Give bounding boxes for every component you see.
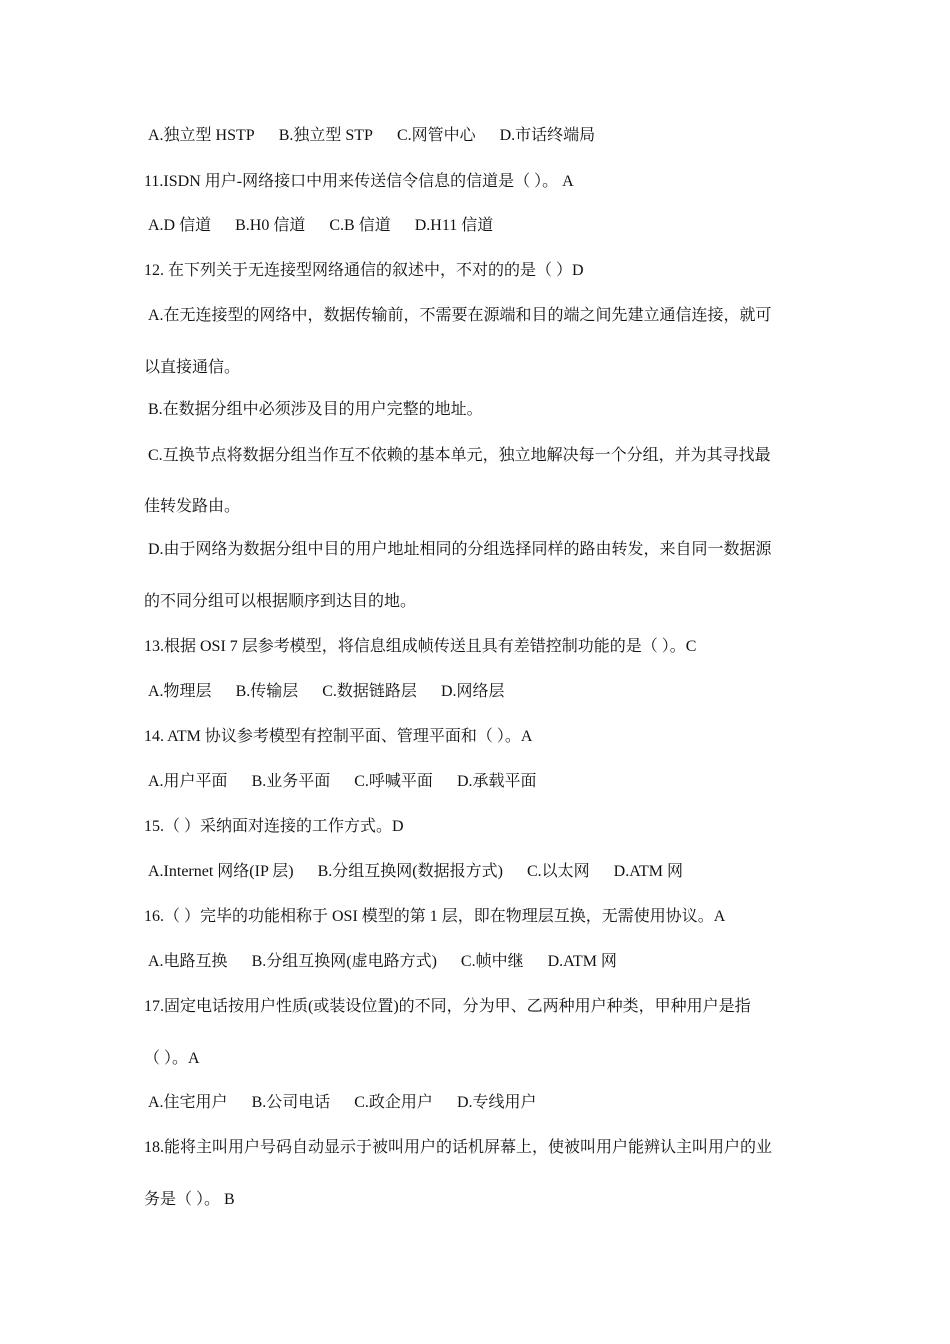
question-continuation: （ ）。A bbox=[144, 1050, 200, 1067]
option-d: D.ATM 网 bbox=[547, 953, 617, 970]
option-a: A.独立型 HSTP bbox=[148, 127, 255, 144]
option-d: D.ATM 网 bbox=[613, 863, 683, 880]
option-b: B.H0 信道 bbox=[235, 217, 306, 234]
question-13: 13.根据 OSI 7 层参考模型，将信息组成帧传送且具有差错控制功能的是（ ）。C bbox=[144, 638, 697, 655]
option-d: D.网络层 bbox=[440, 683, 505, 700]
option-b: B.独立型 STP bbox=[278, 127, 373, 144]
option-text-line: C.互换节点将数据分组当作互不依赖的基本单元，独立地解决每一个分组，并为其寻找最 bbox=[148, 447, 771, 464]
option-d: D.市话终端局 bbox=[499, 127, 596, 144]
option-d: D.专线用户 bbox=[456, 1094, 537, 1111]
question-16: 16.（ ）完毕的功能相称于 OSI 模型的第 1 层，即在物理层互换，无需使用协议。A bbox=[144, 908, 726, 925]
options-line bbox=[148, 772, 537, 792]
option-b: B.分组互换网(数据报方式) bbox=[317, 863, 503, 880]
question-11: 11.ISDN 用户-网络接口中用来传送信令信息的信道是（ ）。 A bbox=[144, 173, 574, 190]
option-b: B.传输层 bbox=[235, 683, 299, 700]
question-14: 14. ATM 协议参考模型有控制平面、管理平面和（ ）。A bbox=[144, 728, 533, 745]
option-text-line: A.在无连接型的网络中，数据传输前，不需要在源端和目的端之间先建立通信连接，就可 bbox=[148, 307, 772, 324]
option-c: C.呼喊平面 bbox=[354, 773, 433, 790]
question-15: 15.（ ）采纳面对连接的工作方式。D bbox=[144, 818, 404, 835]
option-text-continuation: 的不同分组可以根据顺序到达目的地。 bbox=[144, 593, 417, 610]
question-17: 17.固定电话按用户性质(或装设位置)的不同，分为甲、乙两种用户种类，甲种用户是指 bbox=[144, 998, 751, 1015]
option-text-line: D.由于网络为数据分组中目的用户地址相同的分组选择同样的路由转发，来自同一数据源 bbox=[148, 541, 772, 558]
option-a: A.用户平面 bbox=[148, 773, 228, 790]
question-12: 12. 在下列关于无连接型网络通信的叙述中，不对的的是（ ）D bbox=[144, 262, 584, 279]
option-text-continuation: 佳转发路由。 bbox=[144, 498, 241, 515]
option-a: A.Internet 网络(IP 层) bbox=[148, 863, 294, 880]
question-continuation: 务是（ ）。 B bbox=[144, 1191, 235, 1208]
option-a: A.物理层 bbox=[148, 683, 212, 700]
options-line bbox=[148, 1093, 537, 1113]
options-line bbox=[148, 126, 595, 146]
options-line bbox=[148, 216, 493, 236]
option-c: C.B 信道 bbox=[329, 217, 391, 234]
option-c: C.网管中心 bbox=[396, 127, 476, 144]
option-c: C.数据链路层 bbox=[322, 683, 417, 700]
option-b: B.公司电话 bbox=[251, 1094, 331, 1111]
option-a: A.住宅用户 bbox=[148, 1094, 228, 1111]
option-d: D.承载平面 bbox=[456, 773, 537, 790]
option-text-line: B.在数据分组中必须涉及目的用户完整的地址。 bbox=[148, 401, 483, 418]
question-18: 18.能将主叫用户号码自动显示于被叫用户的话机屏幕上，使被叫用户能辨认主叫用户的业 bbox=[144, 1139, 773, 1156]
options-line bbox=[148, 952, 617, 972]
option-b: B.业务平面 bbox=[251, 773, 331, 790]
options-line bbox=[148, 682, 505, 702]
option-a: A.电路互换 bbox=[148, 953, 228, 970]
option-c: C.以太网 bbox=[526, 863, 590, 880]
option-text-continuation: 以直接通信。 bbox=[144, 359, 241, 376]
option-a: A.D 信道 bbox=[148, 217, 212, 234]
option-b: B.分组互换网(虚电路方式) bbox=[251, 953, 437, 970]
option-c: C.政企用户 bbox=[354, 1094, 433, 1111]
option-d: D.H11 信道 bbox=[414, 217, 494, 234]
option-c: C.帧中继 bbox=[460, 953, 524, 970]
options-line bbox=[148, 862, 683, 882]
